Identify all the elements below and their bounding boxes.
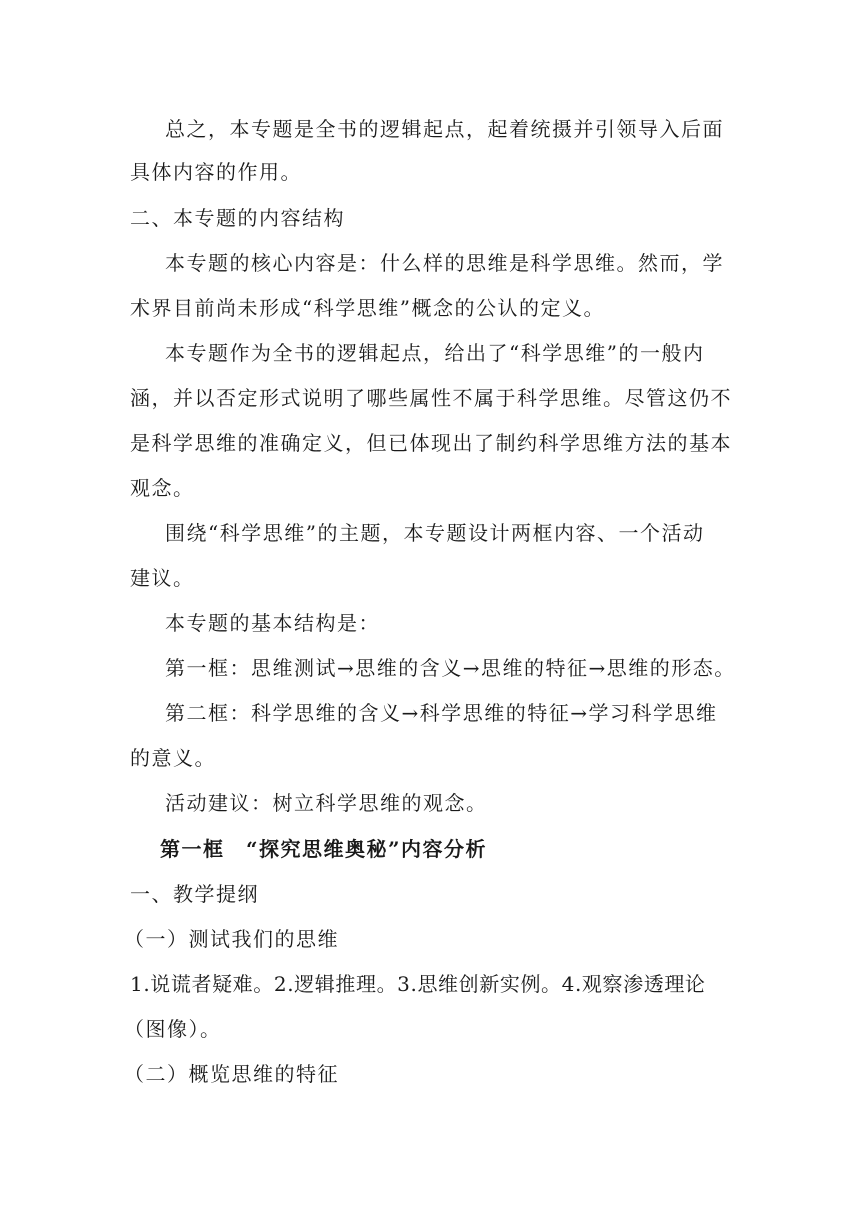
paragraph-line: 本专题作为全书的逻辑起点，给出了“科学思维”的一般内 [165,341,705,365]
paragraph-line: 涵，并以否定形式说明了哪些属性不属于科学思维。尽管这仍不 [130,386,732,410]
paragraph-line: 建议。 [130,566,195,590]
subsection-heading: （一）测试我们的思维 [124,927,339,951]
subsection-heading: （二）概览思维的特征 [124,1062,339,1086]
paragraph-line: 活动建议：树立科学思维的观念。 [165,791,488,815]
section-heading: 二、本专题的内容结构 [130,206,345,230]
paragraph-line: 第二框：科学思维的含义→科学思维的特征→学习科学思维 [165,701,718,725]
paragraph-line: 的意义。 [130,746,216,770]
paragraph-line: 术界目前尚未形成“科学思维”概念的公认的定义。 [130,296,605,320]
paragraph-line: 是科学思维的准确定义，但已体现出了制约科学思维方法的基本 [130,431,732,455]
paragraph-line: 围绕“科学思维”的主题，本专题设计两框内容、一个活动 [165,521,705,545]
paragraph-line: （图像）。 [124,1017,222,1041]
paragraph-line: 本专题的核心内容是：什么样的思维是科学思维。然而，学 [165,251,724,275]
paragraph-line: 本专题的基本结构是： [165,611,380,635]
paragraph-line: 具体内容的作用。 [130,160,302,184]
paragraph-line: 总之，本专题是全书的逻辑起点，起着统摄并引领导入后面 [165,117,724,141]
paragraph-line: 1.说谎者疑难。2.逻辑推理。3.思维创新实例。4.观察渗透理论 [130,972,706,996]
paragraph-line: 观念。 [130,476,195,500]
chapter-heading: 第一框 “探究思维奥秘”内容分析 [160,837,488,861]
section-heading: 一、教学提纲 [130,882,259,906]
paragraph-line: 第一框：思维测试→思维的含义→思维的特征→思维的形态。 [165,656,736,680]
